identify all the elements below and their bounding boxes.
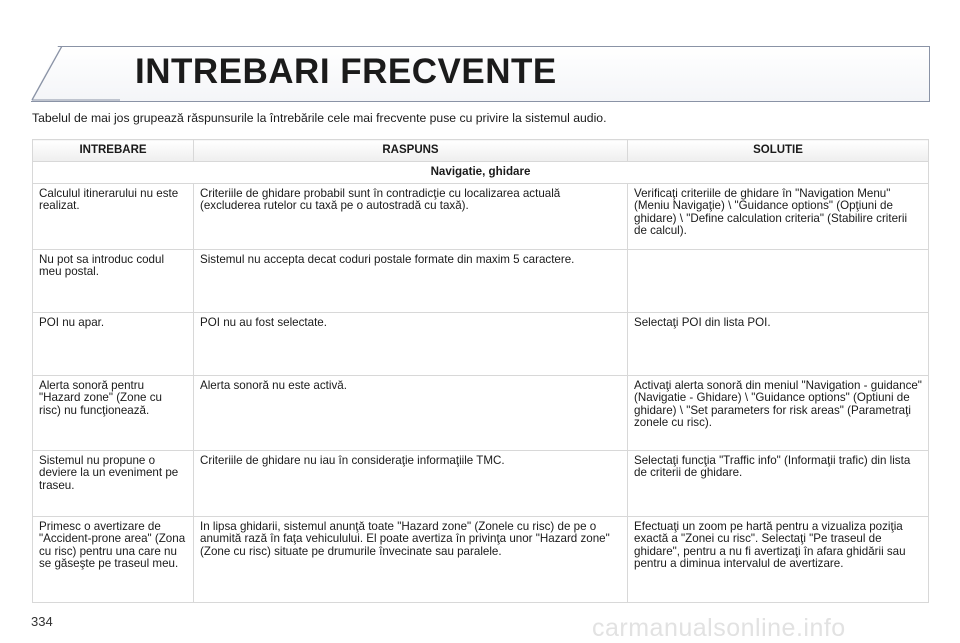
question-cell: Nu pot sa introduc codul meu postal.	[33, 250, 194, 313]
solution-cell: Selectaţi POI din lista POI.	[628, 313, 929, 376]
table-row	[33, 250, 929, 313]
solution-cell: Selectaţi funcţia "Traffic info" (Informaţii trafic) din lista de criterii de ghidare.	[628, 451, 929, 517]
table-header-row	[33, 140, 929, 162]
table-row	[33, 313, 929, 376]
answer-cell: In lipsa ghidarii, sistemul anunţă toate "Hazard zone" (Zonele cu risc) de pe o anumită rază în faţa vehiculului. El poate avertiza în privinţa unor "Hazard zone" (Zone cu risc) situate pe drumurile învecinate sau paralele.	[194, 517, 628, 603]
question-cell: Calculul itinerarului nu este realizat.	[33, 184, 194, 250]
solution-cell: Efectuaţi un zoom pe hartă pentru a vizualiza poziţia exactă a "Zonei cu risc". Selectaţi "Pe traseul de ghidare", pentru a nu fi avertizaţi în afara ghidării sau pentru a diminua intervalul de avertizare.	[628, 517, 929, 603]
intro-text: Tabelul de mai jos grupează răspunsurile la întrebările cele mai frecvente puse cu privire la sistemul audio.	[32, 111, 607, 125]
table-row	[33, 517, 929, 603]
answer-cell: Criteriile de ghidare nu iau în consideraţie informaţiile TMC.	[194, 451, 628, 517]
column-header-question: INTREBARE	[33, 140, 194, 162]
question-cell: Primesc o avertizare de "Accident-prone area" (Zona cu risc) pentru una care nu se găseşte pe traseul meu.	[33, 517, 194, 603]
table-row	[33, 376, 929, 451]
table-row	[33, 184, 929, 250]
answer-cell: POI nu au fost selectate.	[194, 313, 628, 376]
page-title: INTREBARI FRECVENTE	[135, 52, 557, 91]
question-cell: POI nu apar.	[33, 313, 194, 376]
question-cell: Alerta sonoră pentru "Hazard zone" (Zone cu risc) nu funcţionează.	[33, 376, 194, 451]
answer-cell: Sistemul nu accepta decat coduri postale formate din maxim 5 caractere.	[194, 250, 628, 313]
answer-cell: Alerta sonoră nu este activă.	[194, 376, 628, 451]
faq-table	[32, 139, 929, 603]
watermark-text: carmanualsonline.info	[592, 614, 846, 642]
solution-cell: Activaţi alerta sonoră din meniul "Navigation - guidance" (Navigatie - Ghidare) \ "Guidance options" (Optiuni de ghidare) \ "Set parameters for risk areas" (Parametraţi zonele cu risc).	[628, 376, 929, 451]
section-row	[33, 162, 929, 184]
column-header-answer: RASPUNS	[194, 140, 628, 162]
header-corner-decoration	[0, 46, 120, 102]
question-cell: Sistemul nu propune o deviere la un eveniment pe traseu.	[33, 451, 194, 517]
answer-cell: Criteriile de ghidare probabil sunt în contradicţie cu localizarea actuală (excluderea rutelor cu taxă pe o autostradă cu taxă).	[194, 184, 628, 250]
solution-cell: Verificaţi criteriile de ghidare în "Navigation Menu" (Meniu Navigaţie) \ "Guidance options" (Opţiuni de ghidare) \ "Define calculation criteria" (Stabilire criterii de calcul).	[628, 184, 929, 250]
table-row	[33, 451, 929, 517]
page-number: 334	[31, 614, 53, 629]
column-header-solution: SOLUTIE	[628, 140, 929, 162]
section-title: Navigatie, ghidare	[33, 162, 929, 184]
solution-cell	[628, 250, 929, 313]
